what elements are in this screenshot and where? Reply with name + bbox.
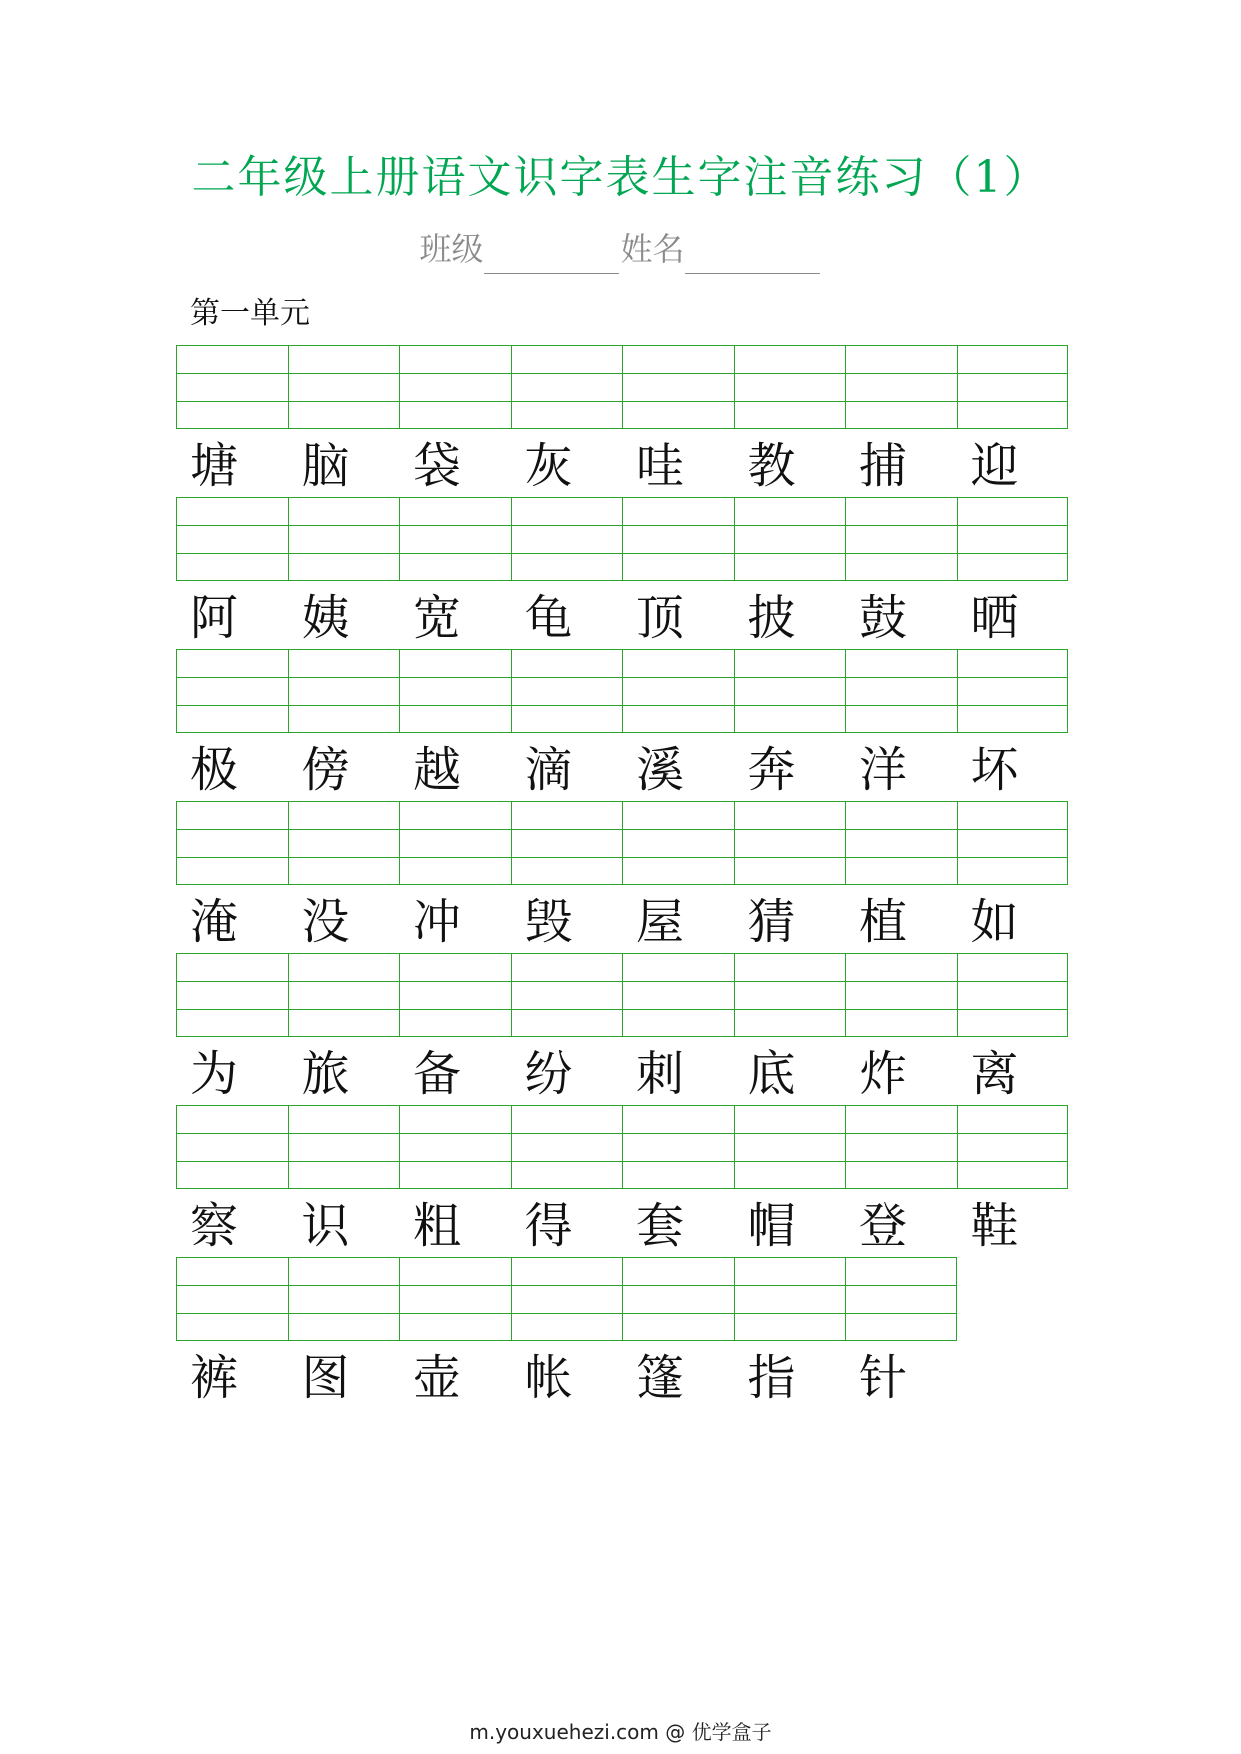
pinyin-cell[interactable] [399, 1105, 511, 1189]
pinyin-cell[interactable] [176, 953, 288, 1037]
unit-title: 第一单元 [190, 296, 310, 331]
hanzi-character: 为 [190, 1046, 239, 1102]
pinyin-cell[interactable] [399, 649, 511, 733]
pinyin-cell[interactable] [957, 953, 1069, 1037]
pinyin-cell[interactable] [511, 345, 623, 429]
hanzi-character: 教 [747, 438, 796, 494]
pinyin-cell[interactable] [622, 953, 734, 1037]
pinyin-cell[interactable] [511, 801, 623, 885]
hanzi-character: 毁 [524, 894, 573, 950]
pinyin-cell[interactable] [622, 649, 734, 733]
hanzi-character: 指 [747, 1350, 796, 1406]
hanzi-character: 溪 [636, 742, 685, 798]
hanzi-character: 灰 [524, 438, 573, 494]
student-info [0, 224, 1241, 274]
hanzi-character: 针 [859, 1350, 908, 1406]
hanzi-character: 宽 [413, 590, 462, 646]
class-blank[interactable] [484, 237, 619, 274]
pinyin-cell[interactable] [734, 497, 846, 581]
pinyin-cell[interactable] [176, 1257, 288, 1341]
pinyin-cell[interactable] [622, 345, 734, 429]
pinyin-cell[interactable] [734, 1257, 846, 1341]
pinyin-grid [176, 1105, 1068, 1189]
pinyin-cell[interactable] [288, 497, 400, 581]
pinyin-cell[interactable] [622, 497, 734, 581]
pinyin-cell[interactable] [399, 1257, 511, 1341]
pinyin-cell[interactable] [845, 649, 957, 733]
pinyin-cell[interactable] [288, 953, 400, 1037]
hanzi-character: 傍 [301, 742, 350, 798]
hanzi-character: 洋 [859, 742, 908, 798]
pinyin-cell[interactable] [399, 497, 511, 581]
pinyin-cell[interactable] [288, 801, 400, 885]
hanzi-character: 底 [747, 1046, 796, 1102]
pinyin-grid [176, 1257, 957, 1341]
pinyin-cell[interactable] [845, 1105, 957, 1189]
pinyin-grid [176, 801, 1068, 885]
page-title: 二年级上册语文识字表生字注音练习（1） [191, 152, 1050, 203]
pinyin-grid [176, 953, 1068, 1037]
hanzi-character: 披 [747, 590, 796, 646]
pinyin-cell[interactable] [176, 801, 288, 885]
pinyin-cell[interactable] [288, 345, 400, 429]
pinyin-cell[interactable] [845, 801, 957, 885]
hanzi-character: 猜 [747, 894, 796, 950]
hanzi-character: 奔 [747, 742, 796, 798]
pinyin-cell[interactable] [176, 497, 288, 581]
character-row [176, 889, 1068, 955]
hanzi-character: 塘 [190, 438, 239, 494]
hanzi-character: 袋 [413, 438, 462, 494]
hanzi-character: 图 [301, 1350, 350, 1406]
hanzi-character: 炸 [859, 1046, 908, 1102]
pinyin-cell[interactable] [734, 953, 846, 1037]
pinyin-cell[interactable] [176, 649, 288, 733]
hanzi-character: 晒 [970, 590, 1019, 646]
pinyin-cell[interactable] [176, 1105, 288, 1189]
pinyin-cell[interactable] [511, 649, 623, 733]
hanzi-character: 帽 [747, 1198, 796, 1254]
pinyin-cell[interactable] [511, 1257, 623, 1341]
name-label: 姓名 [620, 230, 685, 268]
pinyin-grid [176, 649, 1068, 733]
pinyin-cell[interactable] [622, 1257, 734, 1341]
character-row [176, 1345, 957, 1411]
pinyin-cell[interactable] [845, 497, 957, 581]
hanzi-character: 察 [190, 1198, 239, 1254]
pinyin-cell[interactable] [957, 801, 1069, 885]
pinyin-cell[interactable] [399, 953, 511, 1037]
name-blank[interactable] [685, 237, 820, 274]
hanzi-character: 脑 [301, 438, 350, 494]
hanzi-character: 鞋 [970, 1198, 1019, 1254]
hanzi-character: 离 [970, 1046, 1019, 1102]
pinyin-cell[interactable] [845, 1257, 957, 1341]
pinyin-cell[interactable] [957, 1105, 1069, 1189]
hanzi-character: 捕 [859, 438, 908, 494]
hanzi-character: 哇 [636, 438, 685, 494]
pinyin-cell[interactable] [176, 345, 288, 429]
pinyin-cell[interactable] [399, 801, 511, 885]
pinyin-cell[interactable] [288, 1257, 400, 1341]
footer-watermark: m.youxuehezi.com @ 优学盒子 [469, 1720, 772, 1744]
hanzi-character: 屋 [636, 894, 685, 950]
hanzi-character: 越 [413, 742, 462, 798]
pinyin-cell[interactable] [957, 649, 1069, 733]
hanzi-character: 植 [859, 894, 908, 950]
hanzi-character: 鼓 [859, 590, 908, 646]
character-row [176, 1041, 1068, 1107]
hanzi-character: 阿 [190, 590, 239, 646]
hanzi-character: 如 [970, 894, 1019, 950]
hanzi-character: 套 [636, 1198, 685, 1254]
hanzi-character: 刺 [636, 1046, 685, 1102]
pinyin-cell[interactable] [734, 801, 846, 885]
hanzi-character: 纷 [524, 1046, 573, 1102]
pinyin-cell[interactable] [845, 345, 957, 429]
character-row [176, 737, 1068, 803]
pinyin-cell[interactable] [288, 1105, 400, 1189]
pinyin-cell[interactable] [622, 801, 734, 885]
hanzi-character: 篷 [636, 1350, 685, 1406]
pinyin-cell[interactable] [734, 1105, 846, 1189]
pinyin-grid [176, 345, 1068, 429]
hanzi-character: 极 [190, 742, 239, 798]
pinyin-cell[interactable] [511, 1105, 623, 1189]
hanzi-character: 滴 [524, 742, 573, 798]
character-row [176, 433, 1068, 499]
pinyin-cell[interactable] [734, 345, 846, 429]
hanzi-character: 冲 [413, 894, 462, 950]
pinyin-cell[interactable] [845, 953, 957, 1037]
hanzi-character: 帐 [524, 1350, 573, 1406]
character-row [176, 585, 1068, 651]
pinyin-cell[interactable] [734, 649, 846, 733]
hanzi-character: 姨 [301, 590, 350, 646]
hanzi-character: 龟 [524, 590, 573, 646]
hanzi-character: 顶 [636, 590, 685, 646]
hanzi-character: 旅 [301, 1046, 350, 1102]
pinyin-grid [176, 497, 1068, 581]
character-row [176, 1193, 1068, 1259]
pinyin-cell[interactable] [622, 1105, 734, 1189]
hanzi-character: 裤 [190, 1350, 239, 1406]
hanzi-character: 得 [524, 1198, 573, 1254]
hanzi-character: 登 [859, 1198, 908, 1254]
hanzi-character: 没 [301, 894, 350, 950]
hanzi-character: 备 [413, 1046, 462, 1102]
hanzi-character: 迎 [970, 438, 1019, 494]
hanzi-character: 粗 [413, 1198, 462, 1254]
pinyin-cell[interactable] [288, 649, 400, 733]
class-label: 班级 [419, 230, 484, 268]
pinyin-cell[interactable] [399, 345, 511, 429]
pinyin-cell[interactable] [511, 953, 623, 1037]
hanzi-character: 坏 [970, 742, 1019, 798]
pinyin-cell[interactable] [957, 497, 1069, 581]
hanzi-character: 壶 [413, 1350, 462, 1406]
hanzi-character: 识 [301, 1198, 350, 1254]
pinyin-cell[interactable] [957, 345, 1069, 429]
pinyin-cell[interactable] [511, 497, 623, 581]
hanzi-character: 淹 [190, 894, 239, 950]
